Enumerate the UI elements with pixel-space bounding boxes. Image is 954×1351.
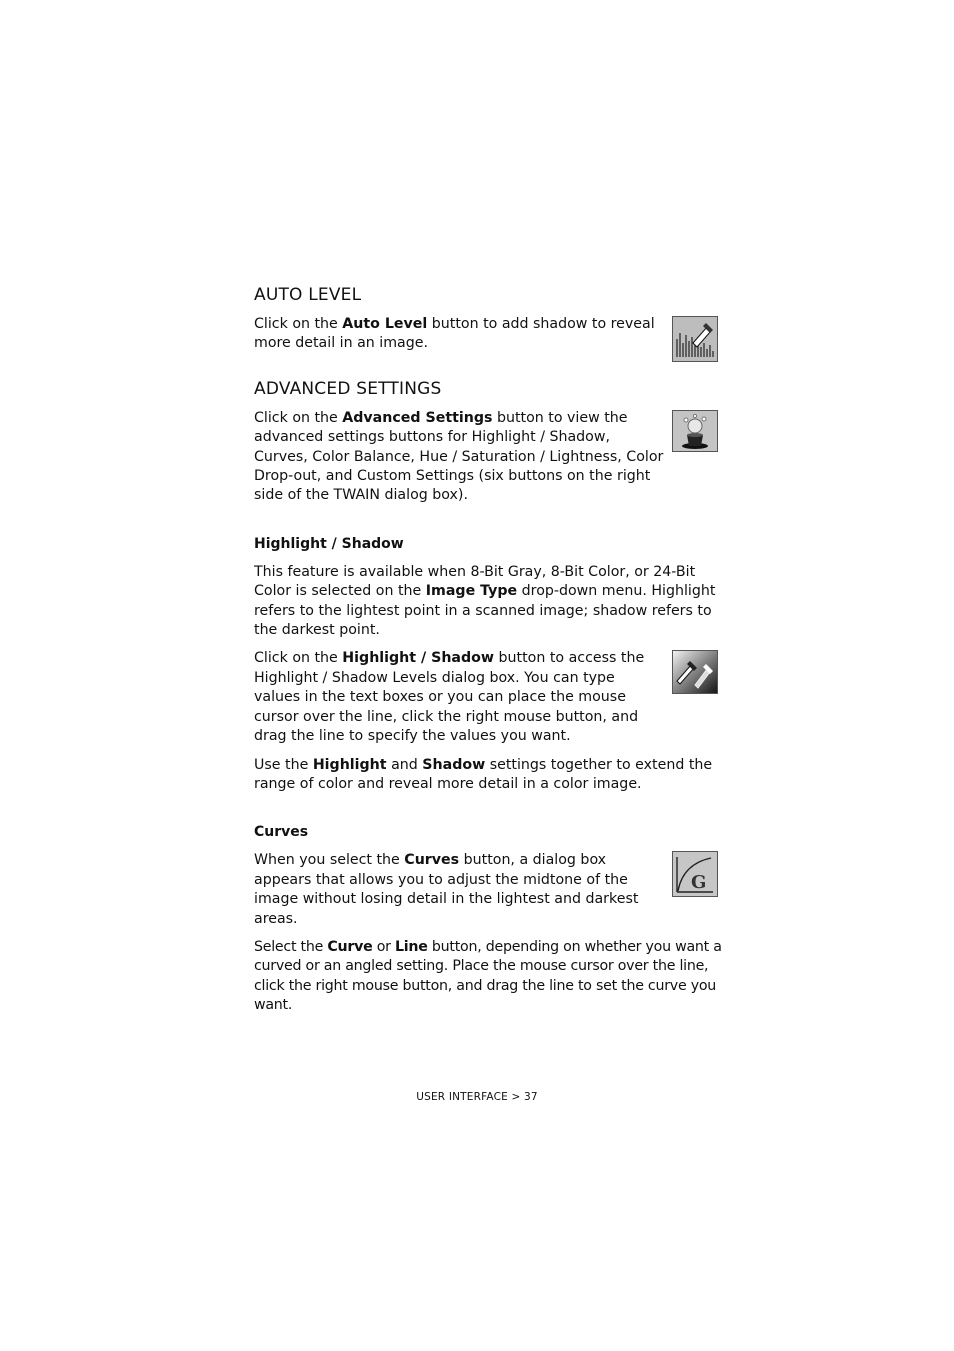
curves-paragraph-2: Select the Curve or Line button, depending on whether you want a curved or an angled setting. Place the mouse cursor over the line, click the right mouse button, and drag the line to set the curve you want. [254,938,722,1014]
auto-level-paragraph: Click on the Auto Level button to add shadow to reveal more detail in an image. [254,316,655,352]
highlight-shadow-icon [672,650,718,694]
page-footer: USER INTERFACE > 37 [416,1091,538,1103]
auto-level-heading: AUTO LEVEL [254,285,362,305]
curves-heading: Curves [254,824,309,841]
advanced-settings-icon [672,410,718,452]
highlight-shadow-paragraph-3: Use the Highlight and Shadow settings together to extend the range of color and reveal more detail in a color image. [254,756,713,792]
highlight-shadow-section [254,649,724,746]
curves-paragraph-1: When you select the Curves button, a dialog box appears that allows you to adjust the midtone of the image without losing detail in the lightest and darkest areas. [254,852,639,927]
advanced-settings-heading: ADVANCED SETTINGS [254,378,442,399]
auto-level-icon [672,316,718,362]
curves-section [254,851,724,929]
advanced-settings-section [254,409,724,506]
highlight-shadow-paragraph-1: This feature is available when 8-Bit Gray, 8-Bit Color, or 24-Bit Color is selected on the Image Type drop-down menu. Highlight refers to the lightest point in a scanned image; shadow refers to the darkest point. [254,563,716,639]
curves-icon [672,851,718,897]
page-content [254,284,724,1016]
auto-level-section [254,315,724,354]
highlight-shadow-heading: Highlight / Shadow [254,535,404,552]
advanced-settings-paragraph: Click on the Advanced Settings button to view the advanced settings buttons for Highlight / Shadow, Curves, Color Balance, Hue / Saturation / Lightness, Color Drop-out, and Custom Settings (six buttons on the right side of the TWAIN dialog box). [254,409,664,504]
svg-text:G: G [691,872,707,894]
highlight-shadow-paragraph-2: Click on the Highlight / Shadow button to access the Highlight / Shadow Levels dialog box. You can type values in the text boxes or you can place the mouse cursor over the line, click the right mouse button, and drag the line to specify the values you want. [254,650,645,745]
